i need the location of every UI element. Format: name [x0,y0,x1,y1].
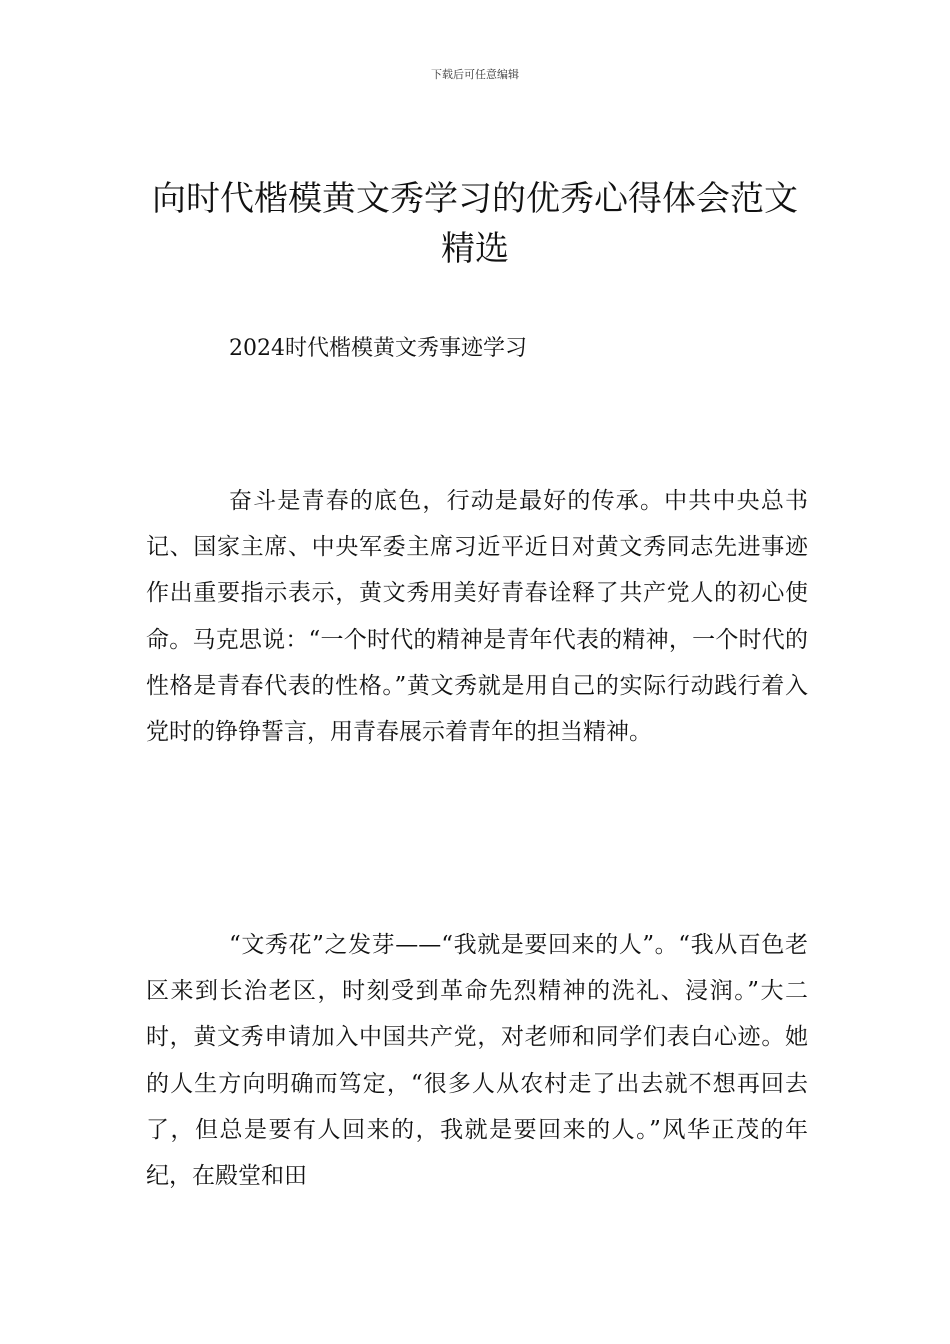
header-note: 下载后可任意编辑 [431,68,519,81]
body-paragraph-2: “文秀花”之发芽——“我就是要回来的人”。“我从百色老区来到长治老区，时刻受到革命先烈精神的洗礼、浸润。”大二时，黄文秀申请加入中国共产党，对老师和同学们表白心迹。她的人生方向明确而笃定，“很多人从农村走了出去就不想再回去了，但总是要有人回来的，我就是要回来的人。”风华正茂的年纪，在殿堂和田 [146,932,808,1190]
document-title: 向时代楷模黄文秀学习的优秀心得体会范文精选 [152,179,798,269]
document-subtitle: 2024时代楷模黄文秀事迹学习 [229,336,527,361]
body-paragraph-1: 奋斗是青春的底色，行动是最好的传承。中共中央总书记、国家主席、中央军委主席习近平近日对黄文秀同志先进事迹作出重要指示表示，黄文秀用美好青春诠释了共产党人的初心使命。马克思说：“一个时代的精神是青年代表的精神，一个时代的性格是青春代表的性格。”黄文秀就是用自己的实际行动践行着入党时的铮铮誓言，用青春展示着青年的担当精神。 [146,488,808,746]
